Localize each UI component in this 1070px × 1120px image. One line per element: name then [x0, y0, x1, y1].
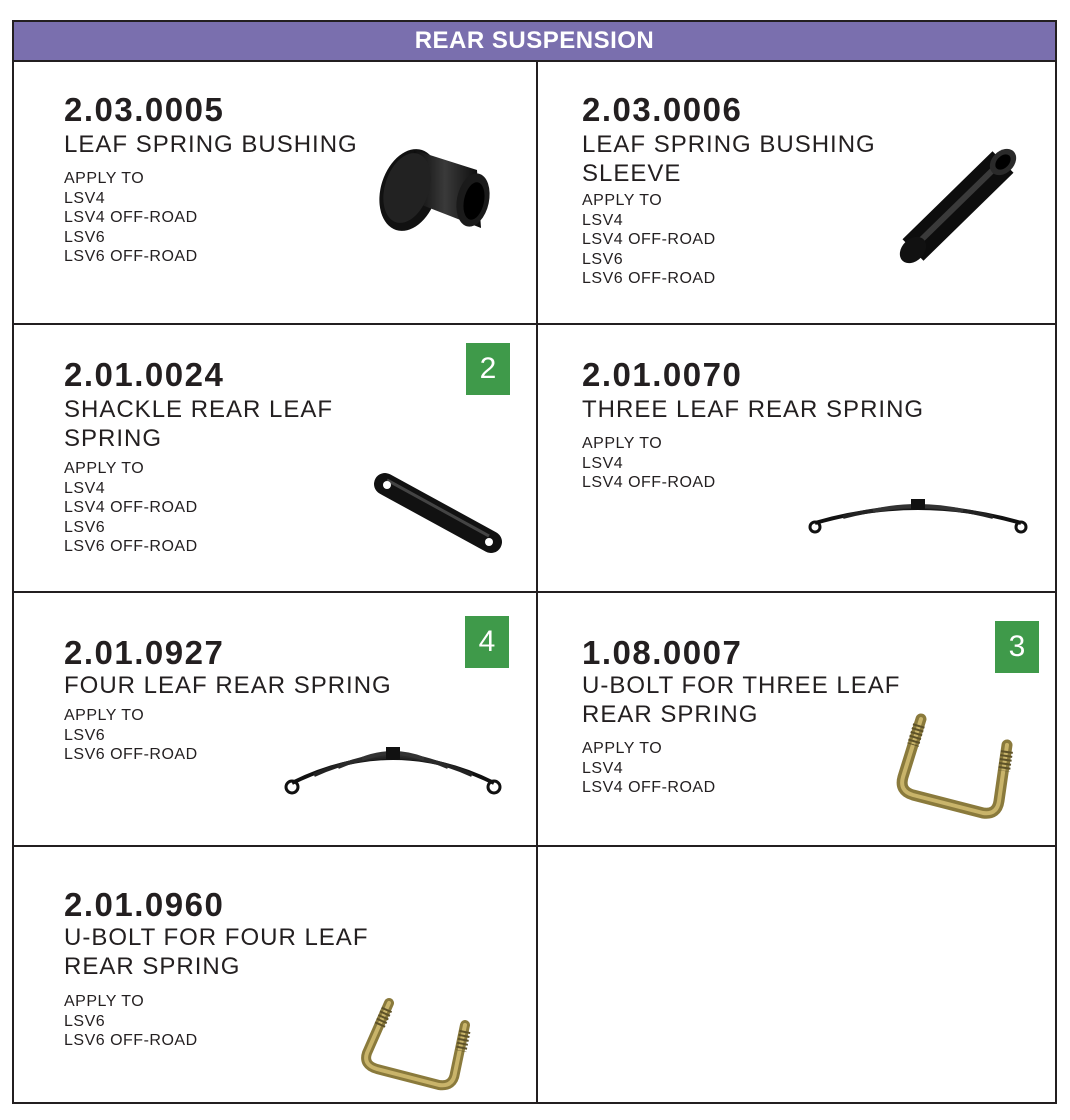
model-item: LSV6 [64, 518, 106, 536]
model-item: LSV6 [64, 1012, 106, 1030]
model-item: LSV4 [64, 189, 106, 207]
apply-to-label: APPLY TO [64, 460, 145, 477]
apply-to-list [64, 169, 198, 267]
part-name [582, 395, 924, 424]
model-item: LSV4 [582, 759, 624, 777]
empty-cell [538, 847, 1057, 1104]
part-number: 2.01.0024 [64, 356, 225, 393]
part-name [64, 671, 392, 700]
model-item: LSV4 OFF-ROAD [582, 474, 716, 491]
shackle-image [369, 470, 509, 560]
part-number: 1.08.0007 [582, 634, 743, 671]
model-item: LSV6 [582, 250, 624, 268]
apply-to-label: APPLY TO [582, 740, 663, 757]
apply-to-list [64, 459, 198, 557]
apply-to-list [582, 191, 716, 289]
part-card-2-01-0024 [14, 325, 536, 591]
part-name-line: LEAF SPRING BUSHING [64, 131, 358, 158]
apply-to-label: APPLY TO [64, 170, 145, 187]
part-name-line: SPRING [64, 425, 163, 452]
part-name-line: THREE LEAF REAR SPRING [582, 396, 925, 423]
apply-to-label: APPLY TO [64, 993, 145, 1010]
part-card-2-01-0927 [14, 593, 536, 845]
model-item: LSV6 [64, 228, 106, 246]
four-leaf-spring-image [282, 733, 504, 803]
model-item: LSV4 [64, 479, 106, 497]
apply-to-label: APPLY TO [64, 707, 145, 724]
quantity-badge: 2 [466, 343, 510, 395]
part-name-line: U-BOLT FOR THREE LEAF [582, 672, 901, 699]
apply-to-list [64, 706, 198, 765]
u-bolt-three-leaf-image [883, 711, 1023, 826]
section-header: REAR SUSPENSION [14, 22, 1055, 62]
part-card-2-03-0005 [14, 62, 536, 323]
apply-to-label: APPLY TO [582, 192, 663, 209]
apply-to-label: APPLY TO [582, 435, 663, 452]
u-bolt-four-leaf-image [349, 997, 479, 1097]
quantity-badge: 4 [465, 616, 509, 668]
part-name-line: REAR SPRING [582, 701, 759, 728]
model-item: LSV4 [582, 211, 624, 229]
model-item: LSV6 OFF-ROAD [582, 270, 716, 287]
part-number: 2.01.0927 [64, 634, 225, 671]
model-item: LSV6 [64, 726, 106, 744]
three-leaf-spring-image [803, 485, 1033, 540]
model-item: LSV6 OFF-ROAD [64, 1032, 198, 1049]
model-item: LSV4 OFF-ROAD [582, 779, 716, 796]
model-item: LSV4 [582, 454, 624, 472]
part-card-2-01-0070 [538, 325, 1057, 591]
part-number: 2.03.0005 [64, 91, 225, 128]
part-card-2-01-0960 [14, 847, 536, 1104]
model-item: LSV4 OFF-ROAD [582, 231, 716, 248]
model-item: LSV6 OFF-ROAD [64, 746, 198, 763]
part-name [582, 130, 876, 188]
model-item: LSV6 OFF-ROAD [64, 538, 198, 555]
part-name-line: SLEEVE [582, 160, 682, 187]
part-name [64, 923, 368, 981]
model-item: LSV6 OFF-ROAD [64, 248, 198, 265]
part-name [582, 671, 900, 729]
model-item: LSV4 OFF-ROAD [64, 499, 198, 516]
part-card-2-03-0006 [538, 62, 1057, 323]
bushing-sleeve-image [893, 140, 1023, 270]
part-number: 2.01.0070 [582, 356, 743, 393]
model-item: LSV4 OFF-ROAD [64, 209, 198, 226]
part-name [64, 395, 333, 453]
part-name-line: SHACKLE REAR LEAF [64, 396, 334, 423]
apply-to-list [582, 434, 716, 493]
bushing-image [369, 142, 499, 237]
part-name-line: REAR SPRING [64, 953, 241, 980]
apply-to-list [64, 992, 198, 1051]
apply-to-list [582, 739, 716, 798]
part-name [64, 130, 358, 159]
part-name-line: U-BOLT FOR FOUR LEAF [64, 924, 369, 951]
quantity-badge: 3 [995, 621, 1039, 673]
parts-catalog-table [12, 20, 1057, 1104]
part-number: 2.01.0960 [64, 886, 225, 923]
part-number: 2.03.0006 [582, 91, 743, 128]
part-name-line: LEAF SPRING BUSHING [582, 131, 876, 158]
part-card-1-08-0007 [538, 593, 1057, 845]
part-name-line: FOUR LEAF REAR SPRING [64, 672, 392, 699]
